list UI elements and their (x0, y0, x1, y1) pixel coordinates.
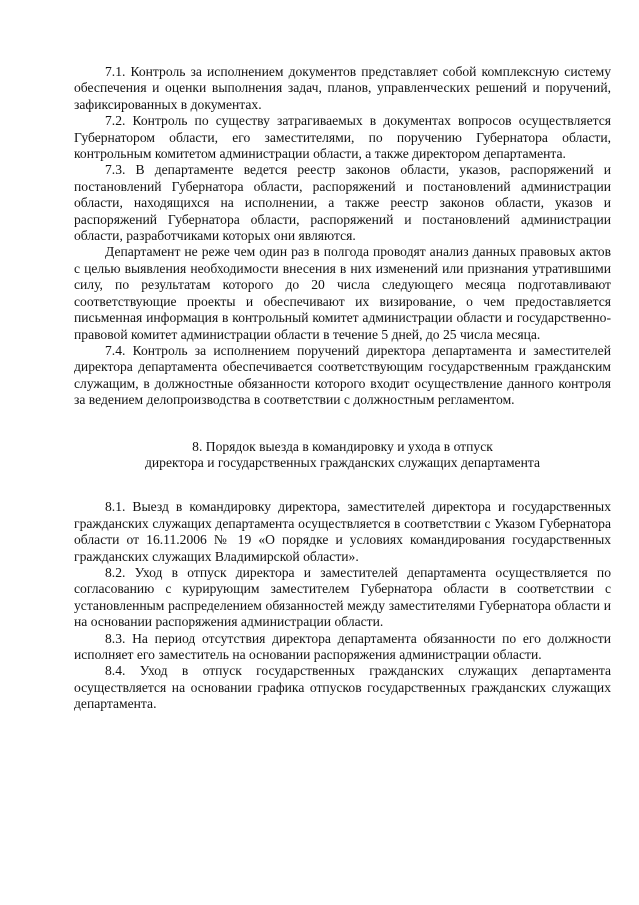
document-page (74, 64, 611, 713)
paragraph-7-3-continued: Департамент не реже чем один раз в полгода проводят анализ данных правовых актов с целью выявления необходимости внесения в них изменений или признания утратившими силу, по результатам которого до 20 числа следующего месяца подготавливают соответствующие проекты и обеспечивают их визирование, о чем предоставляется письменная информация в контрольный комитет администрации области и государственно-правовой комитет администрации области в течение 5 дней, до 25 числа месяца. (74, 244, 611, 342)
paragraph-8-4: 8.4. Уход в отпуск государственных гражданских служащих департамента осуществляется на основании графика отпусков государственных гражданских служащих департамента. (74, 663, 611, 712)
paragraph-8-1: 8.1. Выезд в командировку директора, заместителей директора и государственных гражданских служащих департамента осуществляется в соответствии с Указом Губернатора области от 16.11.2006 № 19 «О порядке и условиях командирования государственных гражданских служащих Владимирской области». (74, 499, 611, 564)
paragraph-7-2: 7.2. Контроль по существу затрагиваемых в документах вопросов осуществляется Губернатором области, его заместителями, по поручению Губернатора области, контрольным комитетом администрации области, а также директором департамента. (74, 113, 611, 162)
section-8-heading (74, 439, 611, 472)
section-8-heading-line-1: 8. Порядок выезда в командировку и ухода в отпуск (192, 438, 493, 454)
paragraph-7-3: 7.3. В департаменте ведется реестр законов области, указов, распоряжений и постановлений Губернатора области, распоряжений и постановлений администрации области, находящихся на исполнении, а также реестр законов области, указов и распоряжений Губернатора области, распоряжений и постановлений администрации области, разработчиками которых они являются. (74, 162, 611, 244)
paragraph-7-1: 7.1. Контроль за исполнением документов представляет собой комплексную систему обеспечения и оценки выполнения задач, планов, управленческих решений и поручений, зафиксированных в документах. (74, 64, 611, 112)
paragraph-8-3: 8.3. На период отсутствия директора департамента обязанности по его должности исполняет его заместитель на основании распоряжения администрации области. (74, 630, 611, 662)
paragraph-7-4: 7.4. Контроль за исполнением поручений директора департамента и заместителей директора департамента обеспечивается соответствующим государственным гражданским служащим, в должностные обязанности которого входит осуществление данного контроля за ведением делопроизводства в соответствии с должностным регламентом. (74, 342, 611, 408)
paragraph-8-2: 8.2. Уход в отпуск директора и заместителей департамента осуществляется по согласованию с курирующим заместителем Губернатора области в соответствии с установленным распределением обязанностей между заместителями Губернатора области и на основании распоряжения администрации области. (74, 564, 611, 630)
section-8-heading-line-2: директора и государственных гражданских служащих департамента (144, 454, 541, 470)
